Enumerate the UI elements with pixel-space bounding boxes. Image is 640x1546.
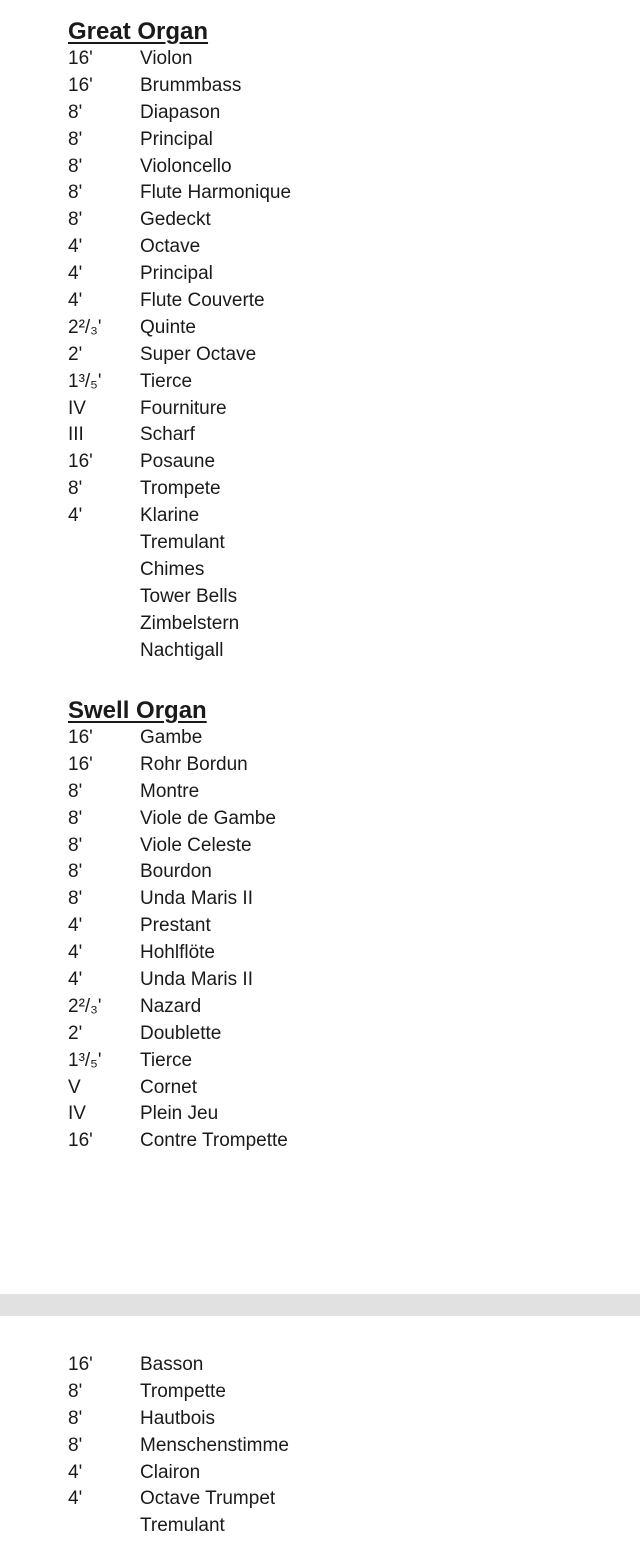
- stop-row: [68, 584, 628, 611]
- stop-pitch: IV: [68, 1103, 86, 1125]
- stop-name: Tierce: [140, 370, 193, 392]
- stop-row: [68, 73, 628, 100]
- stop-row: [68, 1513, 628, 1540]
- stop-name: Super Octave: [140, 343, 257, 365]
- stop-row: [68, 725, 628, 752]
- stop-row: [68, 180, 628, 207]
- great-organ-heading: Great Organ: [68, 18, 209, 45]
- stop-pitch: 8': [68, 834, 83, 856]
- great-organ-section: [68, 18, 628, 664]
- stop-name: Octave: [140, 236, 201, 258]
- stop-name: Zimbelstern: [140, 612, 240, 634]
- stop-name: Violon: [140, 48, 193, 69]
- stop-pitch: 4': [68, 505, 83, 527]
- stop-pitch: 2²/₃': [68, 316, 102, 338]
- stop-row: [68, 557, 628, 584]
- stop-name: Nazard: [140, 995, 202, 1017]
- stop-name: Tower Bells: [140, 585, 238, 607]
- stop-pitch: 4': [68, 290, 83, 312]
- stop-row: [68, 994, 628, 1021]
- stop-row: [68, 1352, 628, 1379]
- stop-pitch: 2': [68, 343, 83, 365]
- stop-row: [68, 100, 628, 127]
- stop-row: [68, 1021, 628, 1048]
- stop-pitch: V: [68, 1076, 81, 1098]
- stop-name: Principal: [140, 128, 213, 150]
- stop-pitch: 8': [68, 1380, 83, 1402]
- stop-pitch: 8': [68, 888, 83, 910]
- stop-row: [68, 476, 628, 503]
- stop-row: [68, 315, 628, 342]
- stop-pitch: 8': [68, 478, 83, 500]
- stop-name: Hohlflöte: [140, 942, 215, 964]
- stop-row: [68, 833, 628, 860]
- stop-pitch: 16': [68, 753, 93, 775]
- stop-name: Tremulant: [140, 532, 225, 554]
- swell-organ-heading: Swell Organ: [68, 697, 207, 724]
- stop-pitch: 4': [68, 236, 83, 258]
- stop-row: [68, 886, 628, 913]
- stop-row: [68, 154, 628, 181]
- stop-name: Viole de Gambe: [140, 807, 276, 829]
- stop-name: Montre: [140, 780, 200, 802]
- stop-row: [68, 207, 628, 234]
- stop-row: [68, 1486, 628, 1513]
- stop-name: Menschenstimme: [140, 1434, 289, 1456]
- stop-name: Tierce: [140, 1049, 193, 1071]
- stop-name: Plein Jeu: [140, 1103, 219, 1125]
- stop-pitch: 8': [68, 1434, 83, 1456]
- stop-row: [68, 859, 628, 886]
- stop-pitch: 16': [68, 451, 93, 473]
- stop-row: [68, 1048, 628, 1075]
- stop-row: [68, 396, 628, 423]
- stop-pitch: 8': [68, 807, 83, 829]
- stop-row: [68, 967, 628, 994]
- stop-row: [68, 806, 628, 833]
- stop-name: Flute Harmonique: [140, 182, 292, 204]
- great-organ-stop-list: [68, 46, 628, 664]
- stop-name: Cornet: [140, 1076, 198, 1098]
- stop-pitch: 4': [68, 942, 83, 964]
- stop-pitch: 8': [68, 1407, 83, 1429]
- stop-row: [68, 127, 628, 154]
- stop-row: [68, 1101, 628, 1128]
- stop-name: Octave Trumpet: [140, 1488, 276, 1510]
- stop-pitch: 8': [68, 155, 83, 177]
- stop-pitch: IV: [68, 397, 86, 419]
- stop-row: [68, 342, 628, 369]
- stop-name: Principal: [140, 263, 213, 285]
- stop-pitch: 8': [68, 861, 83, 883]
- stop-row: [68, 913, 628, 940]
- stop-row: [68, 940, 628, 967]
- stop-name: Nachtigall: [140, 639, 224, 661]
- stop-pitch: 16': [68, 1354, 93, 1375]
- stop-name: Brummbass: [140, 74, 242, 96]
- stop-row: [68, 611, 628, 638]
- stop-row: [68, 752, 628, 779]
- stop-pitch: 8': [68, 182, 83, 204]
- stop-row: [68, 1460, 628, 1487]
- stop-pitch: 8': [68, 780, 83, 802]
- stop-pitch: 1³/₅': [68, 370, 102, 392]
- stop-row: [68, 234, 628, 261]
- stop-pitch: 2²/₃': [68, 995, 102, 1017]
- stop-row: [68, 638, 628, 665]
- page-break: [0, 1294, 640, 1316]
- stop-name: Basson: [140, 1354, 204, 1375]
- stop-row: [68, 530, 628, 557]
- stop-name: Gambe: [140, 727, 203, 748]
- stop-name: Hautbois: [140, 1407, 215, 1429]
- stop-row: [68, 46, 628, 73]
- stop-name: Violoncello: [140, 155, 232, 177]
- stop-pitch: 8': [68, 128, 83, 150]
- stop-row: [68, 1406, 628, 1433]
- stop-name: Gedeckt: [140, 209, 211, 231]
- stop-name: Quinte: [140, 316, 196, 338]
- stop-row: [68, 261, 628, 288]
- document-page-2: [0, 1316, 640, 1546]
- stop-name: Doublette: [140, 1022, 222, 1044]
- stop-name: Bourdon: [140, 861, 212, 883]
- stop-pitch: 8': [68, 101, 83, 123]
- stop-row: [68, 1128, 628, 1155]
- stop-row: [68, 288, 628, 315]
- stop-row: [68, 1379, 628, 1406]
- stop-pitch: 4': [68, 1488, 83, 1510]
- stop-name: Viole Celeste: [140, 834, 252, 856]
- stop-name: Flute Couverte: [140, 290, 265, 312]
- swell-organ-stop-list: [68, 725, 628, 1155]
- stop-row: [68, 503, 628, 530]
- stop-pitch: 16': [68, 1130, 93, 1152]
- stop-pitch: 8': [68, 209, 83, 231]
- swell-organ-continued-stop-list: [68, 1352, 628, 1540]
- stop-name: Trompette: [140, 1380, 226, 1402]
- stop-name: Trompete: [140, 478, 221, 500]
- swell-organ-continued-section: [68, 1352, 628, 1540]
- stop-name: Unda Maris II: [140, 969, 253, 991]
- stop-name: Contre Trompette: [140, 1130, 288, 1152]
- stop-pitch: 4': [68, 263, 83, 285]
- stop-row: [68, 422, 628, 449]
- stop-name: Klarine: [140, 505, 200, 527]
- stop-pitch: 4': [68, 969, 83, 991]
- stop-name: Unda Maris II: [140, 888, 253, 910]
- stop-name: Rohr Bordun: [140, 753, 248, 775]
- stop-row: [68, 369, 628, 396]
- stop-pitch: 2': [68, 1022, 83, 1044]
- stop-pitch: 4': [68, 1461, 83, 1483]
- stop-pitch: 16': [68, 74, 93, 96]
- stop-name: Posaune: [140, 451, 216, 473]
- stop-name: Tremulant: [140, 1515, 225, 1537]
- stop-pitch: 4': [68, 915, 83, 937]
- stop-name: Chimes: [140, 558, 205, 580]
- stop-name: Prestant: [140, 915, 211, 937]
- stop-name: Diapason: [140, 101, 221, 123]
- stop-row: [68, 1075, 628, 1102]
- stop-pitch: 16': [68, 48, 93, 69]
- stop-pitch: 16': [68, 727, 93, 748]
- stop-pitch: III: [68, 424, 84, 446]
- stop-row: [68, 449, 628, 476]
- stop-row: [68, 1433, 628, 1460]
- stop-row: [68, 779, 628, 806]
- stop-name: Fourniture: [140, 397, 227, 419]
- stop-name: Clairon: [140, 1461, 201, 1483]
- stop-pitch: 1³/₅': [68, 1049, 102, 1071]
- swell-organ-section: [68, 697, 628, 1155]
- stop-name: Scharf: [140, 424, 195, 446]
